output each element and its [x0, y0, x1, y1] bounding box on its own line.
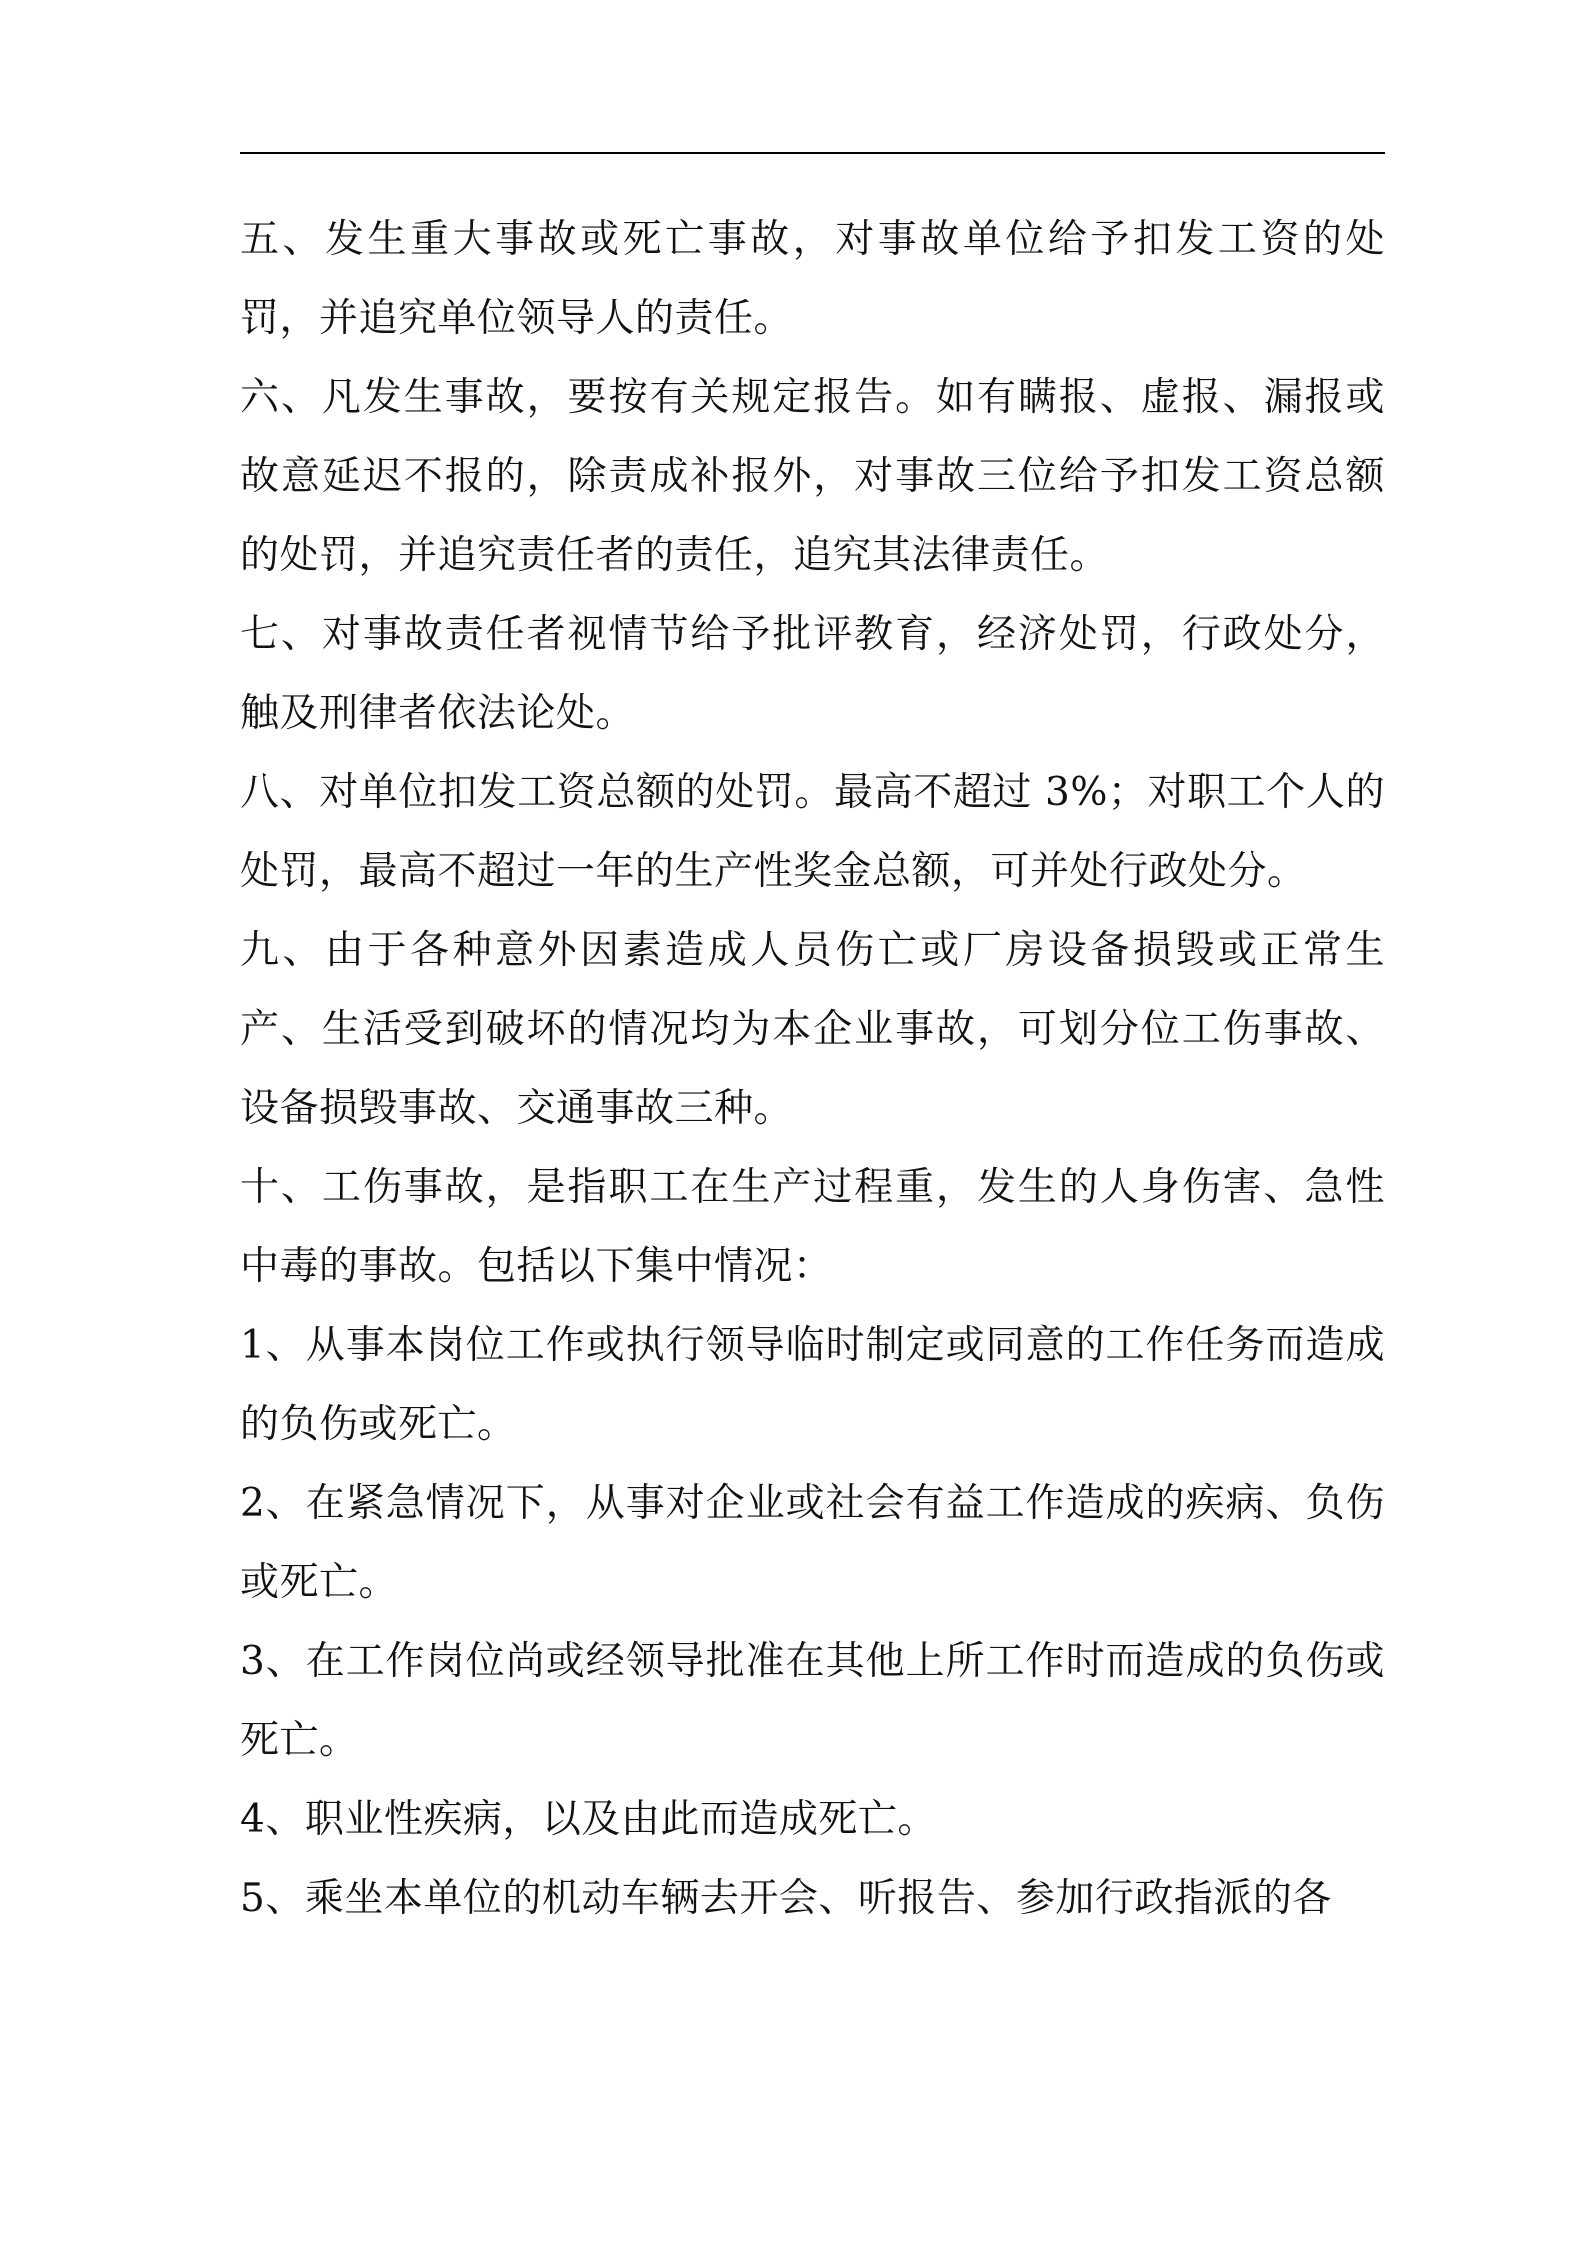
- list-item-5: 5、乘坐本单位的机动车辆去开会、听报告、参加行政指派的各: [240, 1876, 1332, 1921]
- list-item-4: 4、职业性疾病，以及由此而造成死亡。: [240, 1797, 937, 1842]
- paragraph-6: 六、凡发生事故，要按有关规定报告。如有瞒报、虚报、漏报或故意延迟不报的，除责成补报外，对事故三位给予扣发工资总额的处罚，并追究责任者的责任，追究其法律责任。: [240, 375, 1385, 578]
- list-item-2: 2、在紧急情况下，从事对企业或社会有益工作造成的疾病、负伤或死亡。: [240, 1481, 1385, 1605]
- paragraph-8: 八、对单位扣发工资总额的处罚。最高不超过 3%；对职工个人的处罚，最高不超过一年的生产性奖金总额，可并处行政处分。: [240, 770, 1385, 894]
- document-body: [240, 200, 1385, 1938]
- paragraph-7: 七、对事故责任者视情节给予批评教育，经济处罚，行政处分，触及刑律者依法论处。: [240, 612, 1385, 736]
- paragraph-10: 十、工伤事故，是指职工在生产过程重，发生的人身伤害、急性中毒的事故。包括以下集中情况：: [240, 1165, 1385, 1289]
- header-rule: [240, 152, 1385, 154]
- paragraph-5: 五、发生重大事故或死亡事故，对事故单位给予扣发工资的处罚，并追究单位领导人的责任。: [240, 217, 1385, 341]
- paragraph-9: 九、由于各种意外因素造成人员伤亡或厂房设备损毁或正常生产、生活受到破坏的情况均为本企业事故，可划分位工伤事故、设备损毁事故、交通事故三种。: [240, 928, 1385, 1131]
- list-item-3: 3、在工作岗位尚或经领导批准在其他上所工作时而造成的负伤或死亡。: [240, 1639, 1385, 1763]
- list-item-1: 1、从事本岗位工作或执行领导临时制定或同意的工作任务而造成的负伤或死亡。: [240, 1323, 1385, 1447]
